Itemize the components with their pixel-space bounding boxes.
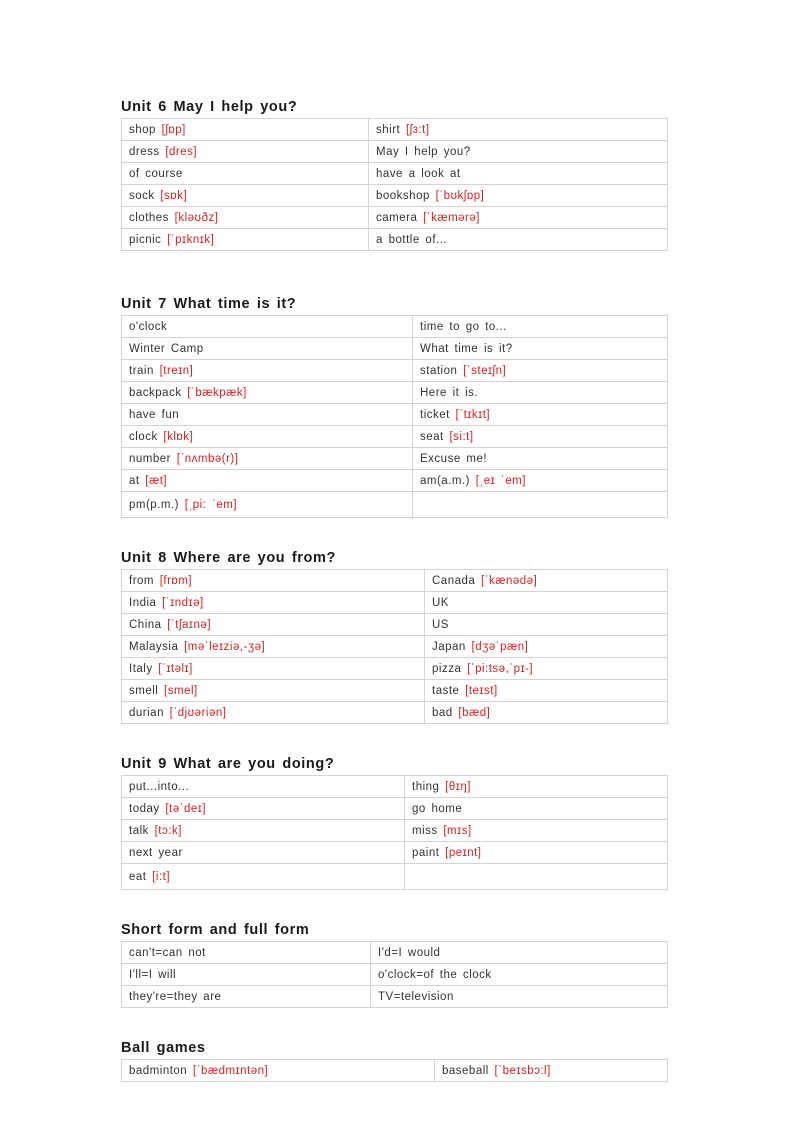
phonetic-transcription: [ˈnʌmbə(r)]: [176, 452, 239, 465]
vocab-cell: [122, 163, 369, 185]
vocab-cell: [425, 658, 668, 680]
vocab-word: eat: [129, 870, 147, 883]
vocab-table: [121, 1059, 668, 1082]
vocab-cell: [369, 119, 668, 141]
vocab-cell: [413, 382, 668, 404]
phonetic-transcription: [i:t]: [152, 870, 171, 883]
table-row: [122, 1060, 668, 1082]
table-row: [122, 842, 668, 864]
vocab-word: thing: [412, 780, 440, 793]
section-unit-7: [121, 293, 667, 518]
vocab-word: bad: [432, 706, 453, 719]
phonetic-transcription: [kləʊðz]: [174, 211, 219, 224]
section-title: Ball games: [121, 1040, 206, 1056]
vocab-cell: [122, 798, 405, 820]
vocab-cell: [369, 185, 668, 207]
vocab-table: [121, 941, 668, 1008]
vocab-cell: [405, 776, 668, 798]
table-row: [122, 964, 668, 986]
table-row: [122, 229, 668, 251]
vocab-word: China: [129, 618, 162, 631]
vocab-cell: [369, 141, 668, 163]
vocab-cell: [122, 842, 405, 864]
phonetic-transcription: [ˌpi: ˈem]: [184, 498, 238, 511]
phonetic-transcription: [məˈleɪziə,-ʒə]: [184, 640, 266, 653]
table-row: [122, 592, 668, 614]
table-row: [122, 338, 668, 360]
phonetic-transcription: [tɔ:k]: [154, 824, 182, 837]
vocab-word: station: [420, 364, 458, 377]
vocab-cell: [122, 1060, 435, 1082]
phonetic-transcription: [smel]: [164, 684, 198, 697]
vocab-word: time to go to...: [420, 320, 507, 333]
vocab-word: from: [129, 574, 154, 587]
vocab-cell: [425, 680, 668, 702]
vocab-word: UK: [432, 596, 449, 609]
vocab-cell: [122, 702, 425, 724]
vocab-word: put...into...: [129, 780, 190, 793]
vocab-word: Canada: [432, 574, 476, 587]
vocab-word: shop: [129, 123, 156, 136]
section-title: Unit 7 What time is it?: [121, 296, 297, 312]
vocab-cell: [413, 426, 668, 448]
vocab-word: camera: [376, 211, 418, 224]
vocab-cell: [371, 942, 668, 964]
vocab-word: sock: [129, 189, 155, 202]
vocab-word: shirt: [376, 123, 401, 136]
vocab-cell: [122, 776, 405, 798]
vocab-table: [121, 775, 668, 890]
table-row: [122, 680, 668, 702]
vocab-cell: [435, 1060, 668, 1082]
section-short-form: [121, 919, 667, 1008]
vocab-cell: [413, 404, 668, 426]
vocab-word: Winter Camp: [129, 342, 204, 355]
vocab-cell: [371, 964, 668, 986]
vocab-cell: [122, 614, 425, 636]
vocab-cell: [405, 864, 668, 890]
vocab-table: [121, 118, 668, 251]
vocab-cell: [122, 942, 371, 964]
table-row: [122, 702, 668, 724]
vocab-cell: [122, 492, 413, 518]
vocab-word: a bottle of...: [376, 233, 448, 246]
section-title: Unit 8 Where are you from?: [121, 550, 336, 566]
table-row: [122, 636, 668, 658]
vocab-word: US: [432, 618, 449, 631]
vocab-word: Here it is.: [420, 386, 479, 399]
phonetic-transcription: [ˈɪndɪə]: [162, 596, 204, 609]
vocab-cell: [122, 964, 371, 986]
vocab-word: train: [129, 364, 154, 377]
phonetic-transcription: [ˈpi:tsə,ˈpɪ-]: [467, 662, 534, 675]
table-row: [122, 658, 668, 680]
vocab-word: pizza: [432, 662, 462, 675]
vocab-cell: [413, 492, 668, 518]
vocab-word: backpack: [129, 386, 182, 399]
vocab-word: picnic: [129, 233, 162, 246]
vocab-word: talk: [129, 824, 149, 837]
vocab-cell: [425, 702, 668, 724]
phonetic-transcription: [ˈbædmɪntən]: [192, 1064, 269, 1077]
vocab-cell: [369, 207, 668, 229]
table-row: [122, 426, 668, 448]
vocab-cell: [122, 570, 425, 592]
vocab-table: [121, 569, 668, 724]
vocab-word: baseball: [442, 1064, 489, 1077]
table-row: [122, 360, 668, 382]
vocab-word: they're=they are: [129, 990, 222, 1003]
vocab-cell: [122, 658, 425, 680]
phonetic-transcription: [klɒk]: [163, 430, 194, 443]
phonetic-transcription: [peɪnt]: [445, 846, 482, 859]
phonetic-transcription: [ˈkænədə]: [481, 574, 538, 587]
phonetic-transcription: [ˈdjʊəriən]: [169, 706, 227, 719]
vocab-word: May I help you?: [376, 145, 471, 158]
table-row: [122, 404, 668, 426]
vocab-cell: [413, 338, 668, 360]
table-row: [122, 798, 668, 820]
vocab-word: What time is it?: [420, 342, 513, 355]
table-row: [122, 570, 668, 592]
vocab-word: clothes: [129, 211, 169, 224]
vocab-word: Excuse me!: [420, 452, 488, 465]
table-row: [122, 986, 668, 1008]
vocab-cell: [122, 680, 425, 702]
phonetic-transcription: [ˈɪtəlɪ]: [158, 662, 193, 675]
table-row: [122, 382, 668, 404]
vocab-word: o'clock=of the clock: [378, 968, 492, 981]
table-row: [122, 316, 668, 338]
section-title: Short form and full form: [121, 922, 310, 938]
section-unit-9: [121, 753, 667, 890]
vocab-cell: [425, 592, 668, 614]
table-row: [122, 776, 668, 798]
vocab-word: durian: [129, 706, 164, 719]
vocab-cell: [122, 185, 369, 207]
vocab-word: seat: [420, 430, 444, 443]
vocab-word: pm(p.m.): [129, 498, 179, 511]
vocab-word: miss: [412, 824, 438, 837]
vocab-cell: [122, 864, 405, 890]
table-row: [122, 614, 668, 636]
vocab-cell: [122, 119, 369, 141]
phonetic-transcription: [ˈtʃaɪnə]: [167, 618, 212, 631]
phonetic-transcription: [teɪst]: [465, 684, 498, 697]
vocab-cell: [405, 798, 668, 820]
table-row: [122, 820, 668, 842]
vocab-cell: [413, 360, 668, 382]
vocab-word: I'll=I will: [129, 968, 177, 981]
phonetic-transcription: [təˈdeɪ]: [165, 802, 207, 815]
section-ball-games: [121, 1037, 667, 1082]
vocab-cell: [122, 382, 413, 404]
vocab-word: have fun: [129, 408, 180, 421]
vocab-word: I'd=I would: [378, 946, 441, 959]
phonetic-transcription: [ˌeɪ ˈem]: [475, 474, 526, 487]
vocab-cell: [122, 338, 413, 360]
vocab-cell: [413, 470, 668, 492]
vocab-cell: [122, 360, 413, 382]
phonetic-transcription: [ʃɒp]: [161, 123, 186, 136]
vocab-cell: [122, 141, 369, 163]
vocab-word: today: [129, 802, 160, 815]
table-row: [122, 492, 668, 518]
vocab-cell: [371, 986, 668, 1008]
vocab-cell: [122, 820, 405, 842]
table-row: [122, 864, 668, 890]
vocab-cell: [122, 404, 413, 426]
phonetic-transcription: [sɒk]: [160, 189, 188, 202]
vocab-cell: [122, 986, 371, 1008]
vocab-word: taste: [432, 684, 460, 697]
vocab-word: o'clock: [129, 320, 168, 333]
phonetic-transcription: [ˈkæmərə]: [423, 211, 480, 224]
vocab-cell: [405, 820, 668, 842]
phonetic-transcription: [ˈbækpæk]: [187, 386, 247, 399]
vocab-word: clock: [129, 430, 158, 443]
table-row: [122, 470, 668, 492]
phonetic-transcription: [dres]: [165, 145, 198, 158]
vocab-word: smell: [129, 684, 159, 697]
section-unit-6: [121, 96, 667, 251]
table-row: [122, 185, 668, 207]
vocab-cell: [369, 229, 668, 251]
phonetic-transcription: [ˈbʊkʃɒp]: [435, 189, 485, 202]
vocab-cell: [122, 426, 413, 448]
vocabulary-document: [121, 96, 667, 1082]
vocab-cell: [405, 842, 668, 864]
section-title: Unit 9 What are you doing?: [121, 756, 335, 772]
phonetic-transcription: [ʃɜ:t]: [405, 123, 430, 136]
phonetic-transcription: [ˈbeɪsbɔ:l]: [494, 1064, 551, 1077]
vocab-word: can't=can not: [129, 946, 206, 959]
vocab-word: badminton: [129, 1064, 188, 1077]
vocab-cell: [413, 448, 668, 470]
phonetic-transcription: [bæd]: [458, 706, 491, 719]
vocab-cell: [425, 614, 668, 636]
vocab-word: Japan: [432, 640, 466, 653]
vocab-cell: [425, 636, 668, 658]
vocab-word: next year: [129, 846, 183, 859]
section-title: Unit 6 May I help you?: [121, 99, 298, 115]
vocab-cell: [122, 207, 369, 229]
vocab-word: paint: [412, 846, 440, 859]
vocab-cell: [369, 163, 668, 185]
phonetic-transcription: [mɪs]: [443, 824, 472, 837]
vocab-word: Malaysia: [129, 640, 179, 653]
phonetic-transcription: [ˈtɪkɪt]: [455, 408, 491, 421]
vocab-word: TV=television: [378, 990, 454, 1003]
vocab-word: Italy: [129, 662, 153, 675]
vocab-cell: [122, 448, 413, 470]
phonetic-transcription: [frɒm]: [159, 574, 193, 587]
vocab-word: number: [129, 452, 171, 465]
section-unit-8: [121, 547, 667, 724]
table-row: [122, 119, 668, 141]
vocab-cell: [122, 592, 425, 614]
vocab-cell: [122, 316, 413, 338]
vocab-cell: [425, 570, 668, 592]
phonetic-transcription: [θɪŋ]: [445, 780, 471, 793]
phonetic-transcription: [dʒəˈpæn]: [471, 640, 529, 653]
vocab-word: have a look at: [376, 167, 461, 180]
table-row: [122, 163, 668, 185]
phonetic-transcription: [si:t]: [449, 430, 474, 443]
table-row: [122, 942, 668, 964]
vocab-word: go home: [412, 802, 463, 815]
phonetic-transcription: [treɪn]: [159, 364, 194, 377]
vocab-word: bookshop: [376, 189, 430, 202]
table-row: [122, 207, 668, 229]
vocab-table: [121, 315, 668, 518]
phonetic-transcription: [ˈpɪknɪk]: [167, 233, 215, 246]
phonetic-transcription: [ˈsteɪʃn]: [463, 364, 507, 377]
vocab-cell: [122, 636, 425, 658]
vocab-word: of course: [129, 167, 183, 180]
vocab-cell: [122, 229, 369, 251]
vocab-word: at: [129, 474, 140, 487]
table-row: [122, 448, 668, 470]
vocab-cell: [122, 470, 413, 492]
phonetic-transcription: [æt]: [145, 474, 168, 487]
vocab-word: ticket: [420, 408, 450, 421]
vocab-word: India: [129, 596, 157, 609]
vocab-word: am(a.m.): [420, 474, 470, 487]
vocab-word: dress: [129, 145, 160, 158]
table-row: [122, 141, 668, 163]
vocab-cell: [413, 316, 668, 338]
